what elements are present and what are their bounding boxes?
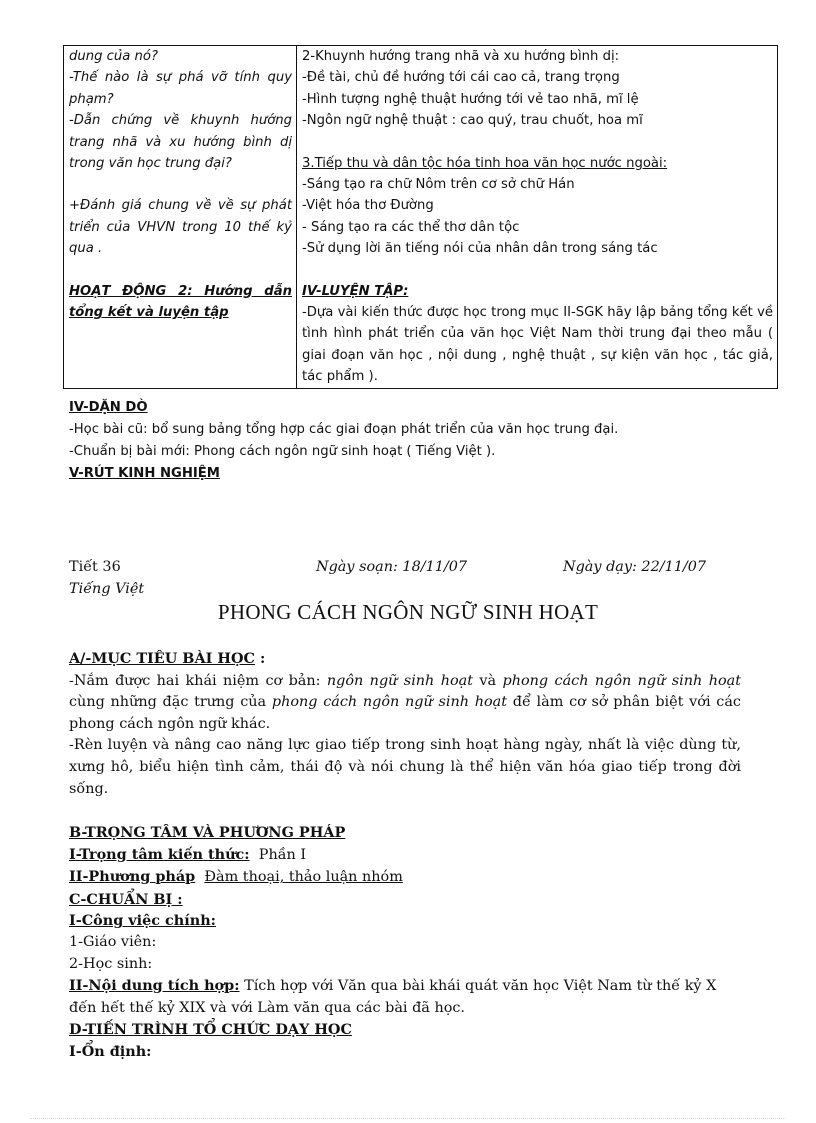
page-title: PHONG CÁCH NGÔN NGỮ SINH HOẠT xyxy=(217,600,599,624)
homework-section xyxy=(69,397,618,485)
integration-line xyxy=(69,975,741,1019)
goal-text: để làm cơ sở phân biệt với các phong cách ngôn ngữ khác. xyxy=(69,694,741,732)
prepared-date: Ngày soạn: 18/11/07 xyxy=(316,559,468,575)
goal-text: và xyxy=(473,672,503,689)
goal-text: -Nắm được hai khái niệm cơ bản: xyxy=(69,672,327,689)
experience-heading: V-RÚT KINH NGHIỆM xyxy=(69,466,220,481)
spacer xyxy=(69,174,292,195)
list-item: -Đề tài, chủ đề hướng tới cái cao cả, trang trọng xyxy=(302,70,620,86)
focus-heading: B-TRỌNG TÂM VÀ PHƯƠNG PHÁP xyxy=(69,824,346,841)
goals-heading-line xyxy=(69,648,741,671)
process-heading: D-TIẾN TRÌNH TỔ CHỨC DẠY HỌC xyxy=(69,1021,352,1039)
list-item: -Việt hóa thơ Đường xyxy=(302,198,434,214)
homework-new: -Chuẩn bị bài mới: Phong cách ngôn ngữ sinh hoạt ( Tiếng Việt ). xyxy=(69,444,496,459)
table-row xyxy=(64,46,778,389)
spacer xyxy=(69,260,292,281)
goal-2: -Rèn luyện và nâng cao năng lực giao tiếp trong sinh hoạt hàng ngày, nhất là việc dùng từ, xưng hô, biểu hiện tình cảm, thái độ và nói chung là thể hiện văn hóa giao tiếp trong đời sống. xyxy=(69,737,741,797)
question-text: -Dẫn chứng về khuynh hướng trang nhã và xu hướng bình dị trong văn học trung đại? xyxy=(69,113,292,172)
lesson-table xyxy=(63,45,778,389)
goal-term: phong cách ngôn ngữ sinh hoạt xyxy=(502,672,741,689)
questions-column xyxy=(64,46,297,389)
integration-value: Tích hợp với Văn qua bài khái quát văn học Việt Nam từ thế kỷ X đến hết thế kỷ XIX và với Làm văn qua các bài đã học. xyxy=(69,978,717,1016)
spacer xyxy=(302,132,773,153)
list-item: -Hình tượng nghệ thuật hướng tới vẻ tao nhã, mĩ lệ xyxy=(302,91,639,107)
goal-1 xyxy=(69,671,741,736)
goals-colon: : xyxy=(254,650,266,667)
knowledge-label: I-Trọng tâm kiến thức: xyxy=(69,845,250,863)
knowledge-line xyxy=(69,844,741,867)
list-item: -Sáng tạo ra chữ Nôm trên cơ sở chữ Hán xyxy=(302,177,575,193)
goals-section xyxy=(69,648,741,800)
homework-old: -Học bài cũ: bổ sung bảng tổng hợp các giai đoạn phát triển của văn học trung đại. xyxy=(69,422,619,437)
student-line: 2-Học sinh: xyxy=(69,955,153,972)
list-item: -Sử dụng lời ăn tiếng nói của nhân dân trong sáng tác xyxy=(302,241,658,257)
knowledge-value: Phần I xyxy=(258,846,307,863)
goal-text: cùng những đặc trưng của xyxy=(69,694,272,711)
section-heading: 3.Tiếp thu và dân tộc hóa tinh hoa văn học nước ngoài: xyxy=(302,155,668,171)
section-heading: 2-Khuynh hướng trang nhã và xu hướng bình dị: xyxy=(302,49,620,64)
spacer xyxy=(69,344,292,365)
homework-heading: IV-DẶN DÒ xyxy=(69,400,148,415)
teacher-line: 1-Giáo viên: xyxy=(69,933,157,950)
question-text: -Thế nào là sự phá vỡ tính quy phạm? xyxy=(69,70,292,107)
subject-label: Tiếng Việt xyxy=(69,581,145,597)
practice-text: -Dựa vài kiến thức được học trong mục II-SGK hãy lập bảng tổng kết về tình hình phát triển của văn học Việt Nam thời trung đại theo mẫu ( giai đoạn văn học , nội dung , nghệ thuật , sự kiện văn học , tác giả, tác phẩm ). xyxy=(302,305,773,385)
goal-term: phong cách ngôn ngữ sinh hoạt xyxy=(271,694,508,711)
method-line xyxy=(69,866,741,889)
list-item: -Ngôn ngữ nghệ thuật : cao quý, trau chuốt, hoa mĩ xyxy=(302,113,643,129)
integration-label: II-Nội dung tích hợp: xyxy=(69,977,240,995)
method-value: Đàm thoại, thảo luận nhóm xyxy=(204,869,403,886)
prep-heading: C-CHUẨN BỊ : xyxy=(69,890,183,908)
list-item: - Sáng tạo ra các thể thơ dân tộc xyxy=(302,219,520,235)
stabilize-heading: I-Ổn định: xyxy=(69,1042,152,1060)
method-section xyxy=(69,822,741,1063)
main-work-heading: I-Công việc chính: xyxy=(69,912,216,930)
taught-date: Ngày dạy: 22/11/07 xyxy=(563,559,707,575)
period-label: Tiết 36 xyxy=(69,559,121,575)
spacer xyxy=(69,323,292,344)
activity-heading: HOẠT ĐỘNG 2: Hướng dẫn tổng kết và luyện tập xyxy=(69,283,292,321)
spacer xyxy=(302,260,773,281)
goals-heading: A/-MỤC TIÊU BÀI HỌC xyxy=(69,650,255,667)
method-label: II-Phương pháp xyxy=(69,868,196,886)
content-column xyxy=(297,46,778,389)
practice-heading: IV-LUYỆN TẬP: xyxy=(302,283,409,299)
footer-divider xyxy=(30,1118,786,1119)
goal-term: ngôn ngữ sinh hoạt xyxy=(326,672,474,689)
question-text: +Đánh giá chung về về sự phát triển của VHVN trong 10 thế kỷ qua . xyxy=(69,198,292,257)
question-text: dung của nó? xyxy=(69,49,158,64)
